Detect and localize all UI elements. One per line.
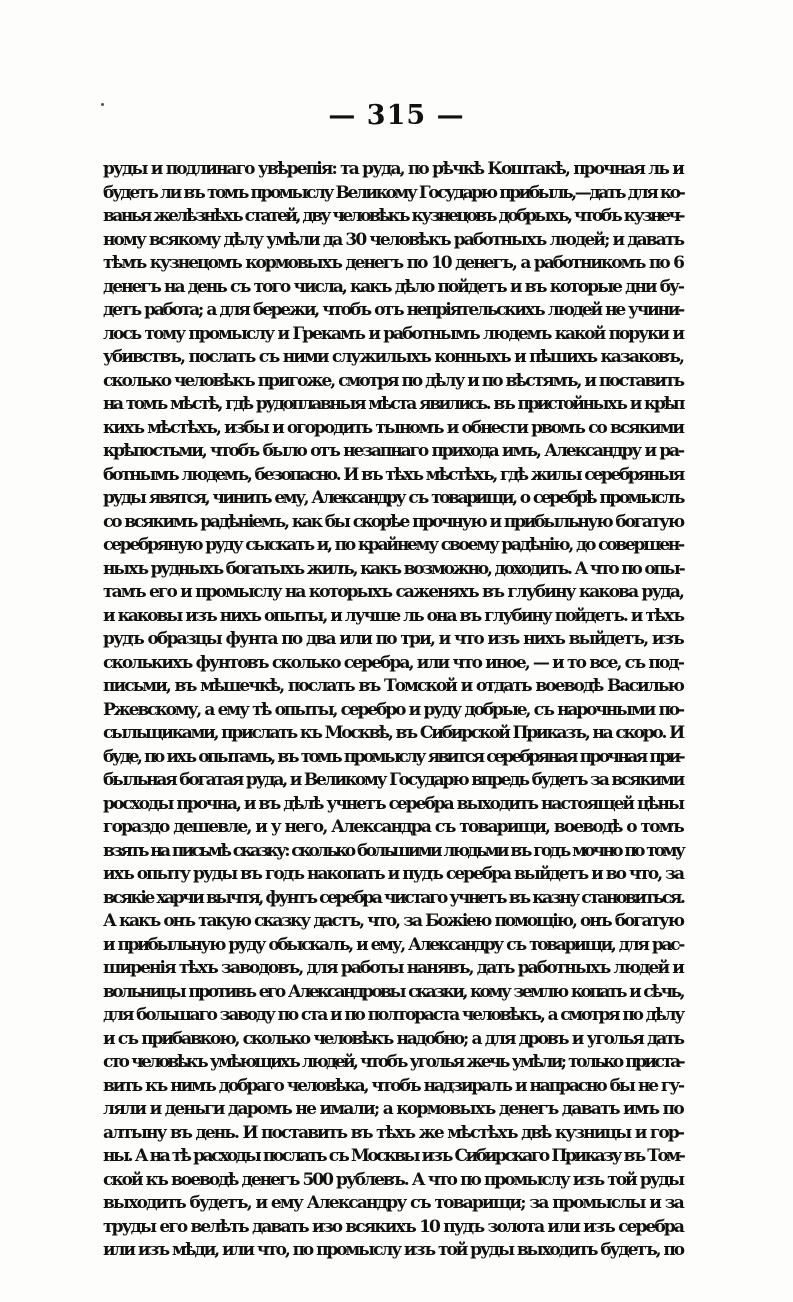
text-line: на томъ мѣстѣ, гдѣ рудоплавныя мѣста явились. въ пристойныхъ и крѣп: [103, 394, 683, 414]
text-line: всякiе харчи вычтя, фунтъ серебра чистаго учнетъ въ казну становиться.: [103, 887, 684, 908]
text-line: лось тому промыслу и Грекамъ и работнымъ людемъ какой поруки и: [103, 323, 683, 344]
text-line: ныхъ рудныхъ богатыхъ жилъ, какъ возможно, доходить. А что по опы-: [103, 558, 684, 579]
text-line: серебряную руду сыскать и, по крайнему своему радѣнiю, до совершен-: [103, 535, 683, 555]
page-number: — 315 —: [328, 100, 465, 131]
text-line: гораздо дешевле, и у него, Александра съ товарищи, воеводѣ о томъ: [103, 817, 683, 837]
text-line: Ржевскому, а ему тѣ опыты, серебро и руду добрые, съ нарочными по-: [103, 699, 683, 720]
text-line: А какъ онъ такую сказку дастъ, что, за Божiею помощiю, онъ богатую: [103, 911, 683, 931]
text-line: сыльщиками, прислать къ Москвѣ, въ Сибирской Приказъ, на скоро. И: [103, 723, 683, 743]
text-line: тѣмъ кузнецомъ кормовыхъ денегъ по 10 денегъ, а работникомъ по 6: [103, 253, 683, 273]
text-line: убивствъ, послать съ ними служилыхъ конныхъ и пѣшихъ казаковъ,: [103, 347, 683, 367]
text-line: или изъ мѣди, или что, по промыслу изъ той руды выходить будетъ, по: [103, 1240, 683, 1260]
text-line: ской къ воеводѣ денегъ 500 рублевъ. А что по промыслу изъ той руды: [103, 1169, 683, 1190]
text-line: сто человѣкъ умѣющихъ людей, чтобъ уголья жечь умѣли; только приста-: [103, 1052, 683, 1072]
text-line: и прибыльную руду обыскалъ, и ему, Александру съ товарищи, для рас-: [103, 934, 683, 955]
text-line: детъ работа; а для бережи, чтобъ отъ непрiятельскихъ людей не учини-: [103, 300, 683, 320]
body-text: [103, 158, 683, 1263]
text-line: быльная богатая руда, и Великому Государю впредь будетъ за всякими: [103, 770, 683, 790]
text-line: ванья желѣзнѣхъ статей, дву человѣкъ кузнецовъ добрыхъ, чтобъ кузнеч-: [103, 206, 683, 226]
text-line: росходы прочна, и въ дѣлѣ учнетъ серебра выходить настоящей цѣны: [103, 793, 683, 814]
text-line: и каковы изъ нихъ опыты, и лучше ль она въ глубину пойдетъ. и тѣхъ: [103, 605, 683, 626]
text-line: алтыну въ день. И поставить въ тѣхъ же мѣстѣхъ двѣ кузницы и гор-: [103, 1122, 683, 1143]
text-line: буде, по ихъ опытамъ, въ томъ промыслу явится серебряная прочная при-: [103, 746, 683, 767]
text-line: сколько человѣкъ пригоже, смотря по дѣлу и по вѣстямъ, и поставить: [103, 370, 684, 391]
text-line: ботнымъ людемъ, безопасно. И въ тѣхъ мѣстѣхъ, гдѣ жилы серебряныя: [103, 464, 683, 485]
text-line: крѣпостьми, чтобъ было отъ незапнаго прихода имъ, Александру и ра-: [103, 441, 683, 461]
text-line: письми, въ мѣшечкѣ, послать въ Томской и отдать воеводѣ Василью: [103, 676, 683, 696]
text-line: рудъ образцы фунта по два или по три, и что изъ нихъ выйдетъ, изъ: [103, 629, 683, 649]
text-line: ны. А на тѣ расходы послать съ Москвы изъ Сибирскаго Приказу въ Том-: [103, 1146, 684, 1166]
text-line: вить къ нимъ добраго человѣка, чтобъ надзиралъ и напрасно бы не гу-: [103, 1075, 683, 1096]
text-line: ширенiя тѣхъ заводовъ, для работы нанявъ, дать работныхъ людей и: [103, 958, 683, 978]
text-line: тамъ его и промыслу на которыхъ саженяхъ въ глубину какова руда,: [103, 582, 683, 602]
text-line: будетъ ли въ томъ промыслу Великому Государю прибыль,—дать для ко-: [103, 182, 684, 203]
text-line: вольницы противъ его Александровы сказки, кому землю копать и сѣчь,: [103, 981, 683, 1002]
text-line: и съ прибавкою, сколько человѣкъ надобно; а для дровъ и уголья дать: [103, 1028, 683, 1049]
text-line: выходить будетъ, и ему Александру съ товарищи; за промыслы и за: [103, 1193, 683, 1213]
text-line: сколькихъ фунтовъ сколько серебра, или что иное, — и то все, съ под-: [103, 652, 683, 673]
text-line: ихъ опыту руды въ годъ накопать и пудъ серебра выйдетъ и во что, за: [103, 864, 683, 884]
text-line: руды явятся, чинить ему, Александру съ товарищи, о серебрѣ промыслъ: [103, 488, 683, 508]
text-line: со всякимъ радѣнiемъ, как бы скорѣе прочную и прибыльную богатую: [103, 511, 683, 532]
text-line: руды и подлинаго увѣрепія: та руда, по рѣчкѣ Коштакѣ, прочная ль и: [103, 159, 683, 179]
text-line: ному всякому дѣлу умѣли да 30 человѣкъ работныхъ людей; и давать: [103, 229, 684, 250]
text-line: денегъ на день съ того числа, какъ дѣло пойдетъ и въ которые дни бу-: [103, 276, 683, 297]
text-line: труды его велѣть давать изо всякихъ 10 пудъ золота или изъ серебра: [103, 1216, 683, 1237]
text-line: кихъ мѣстѣхъ, избы и огородить тыномъ и обнести рвомъ со всякими: [103, 417, 683, 438]
text-line: для большаго заводу по ста и по полтораста человѣкъ, а смотря по дѣлу: [103, 1005, 683, 1025]
text-line: ляли и деньги даромъ не имали; а кормовыхъ денегъ давать имъ по: [103, 1099, 683, 1119]
text-line: взять на письмѣ сказку: сколько большими людьми въ годъ мочно по тому: [103, 840, 683, 861]
